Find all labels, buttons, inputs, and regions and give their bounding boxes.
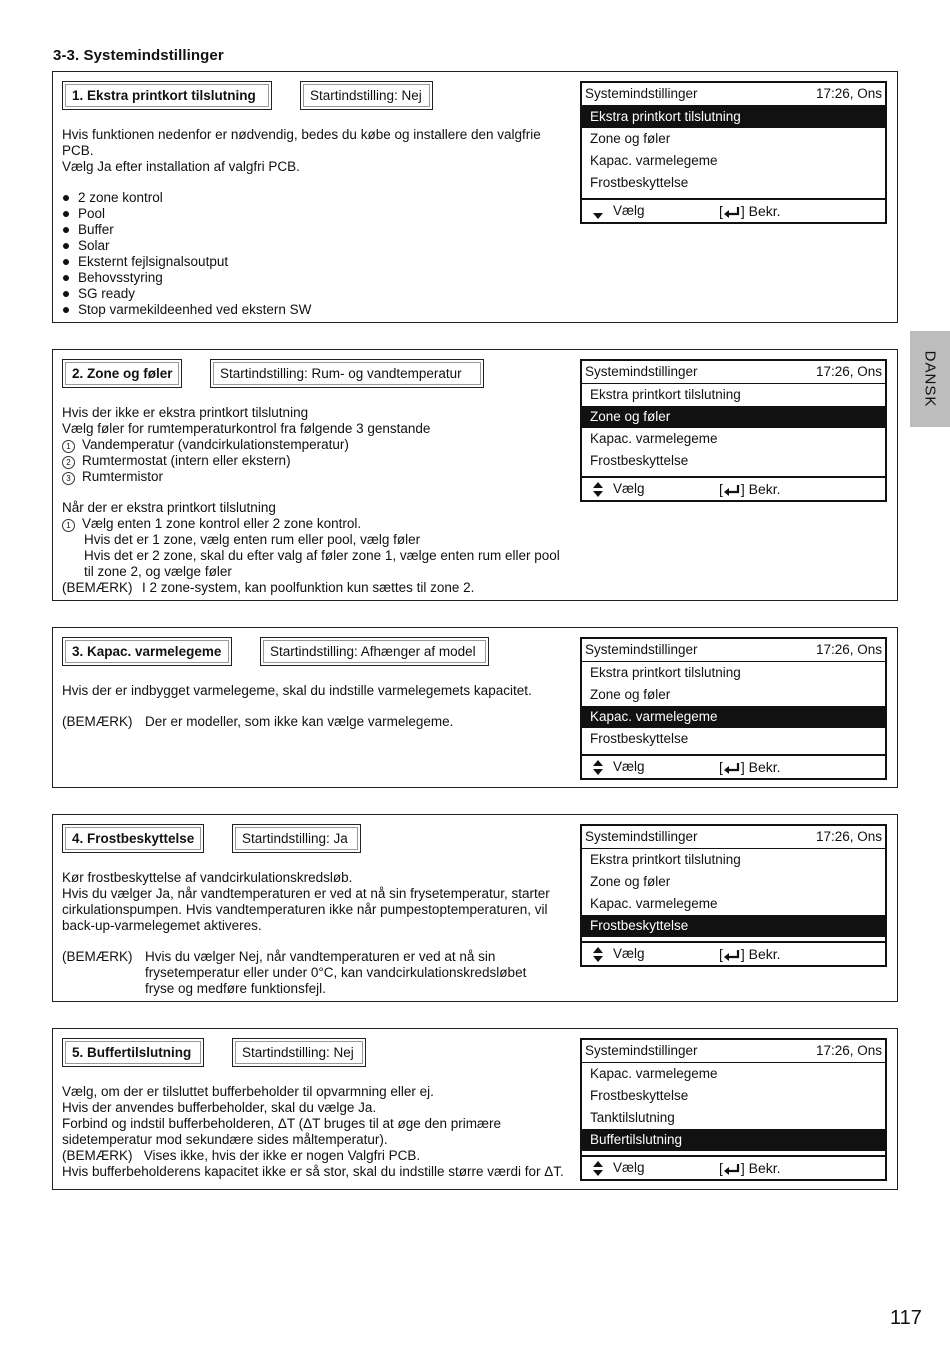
section-body xyxy=(62,1084,572,1180)
note-label: (BEMÆRK) xyxy=(62,580,133,595)
numbered-text: Vælg enten 1 zone kontrol eller 2 zone kontrol. xyxy=(82,516,362,531)
list-item: Solar xyxy=(62,238,572,254)
screen-title: Systemindstillinger xyxy=(585,364,698,379)
enter-key-icon xyxy=(723,762,741,774)
select-label: Vælg xyxy=(613,759,645,774)
up-down-arrow-icon xyxy=(592,1160,604,1177)
page-number: 117 xyxy=(890,1307,922,1329)
body-line: PCB. xyxy=(62,143,94,158)
menu-item-selected[interactable]: Frostbeskyttelse xyxy=(582,915,885,937)
note-label: (BEMÆRK) xyxy=(62,714,133,729)
menu-item-selected[interactable]: Kapac. varmelegeme xyxy=(582,706,885,728)
default-setting: Startindstilling: Rum- og vandtemperatur xyxy=(210,359,484,388)
select-label: Vælg xyxy=(613,946,645,961)
controller-screen xyxy=(580,637,887,780)
language-tab xyxy=(910,331,950,427)
screen-menu xyxy=(582,106,885,194)
default-setting: Startindstilling: Nej xyxy=(300,81,433,110)
section-body xyxy=(62,683,572,730)
screen-header xyxy=(582,361,885,384)
note xyxy=(62,949,572,997)
numbered-text: Vandemperatur (vandcirkulationstemperatur) xyxy=(82,437,349,452)
body-line: Hvis det er 1 zone, vælg enten rum eller pool, vælg føler xyxy=(84,532,421,547)
body-line: Når der er ekstra printkort tilslutning xyxy=(62,500,276,515)
controller-screen xyxy=(580,1038,887,1181)
note-text xyxy=(145,949,526,997)
circled-number: 3 xyxy=(62,472,75,485)
screen-time: 17:26, Ons xyxy=(815,829,882,844)
numbered-text: Rumtermostat (intern eller ekstern) xyxy=(82,453,291,468)
select-label: Vælg xyxy=(613,1160,645,1175)
default-setting: Startindstilling: Ja xyxy=(232,824,361,853)
body-line: Hvis der anvendes bufferbeholder, skal du vælge Ja. xyxy=(62,1100,377,1115)
confirm-label: Bekr. xyxy=(748,1160,781,1176)
menu-item[interactable]: Zone og føler xyxy=(590,131,671,146)
note xyxy=(62,714,572,730)
body-line: Hvis bufferbeholderens kapacitet ikke er så stor, skal du indstille større værdi for ΔT. xyxy=(62,1164,564,1179)
menu-item[interactable]: Kapac. varmelegeme xyxy=(590,153,718,168)
screen-time: 17:26, Ons xyxy=(815,86,882,101)
body-line: til zone 2, og vælge føler xyxy=(84,564,232,579)
menu-item[interactable]: Kapac. varmelegeme xyxy=(590,1066,718,1081)
body-line: cirkulationspumpen. Hvis vandtemperaturen ikke når pumpestoptemperaturen, vil xyxy=(62,902,548,917)
enter-key-icon xyxy=(723,206,741,218)
screen-menu xyxy=(582,1063,885,1151)
controller-screen xyxy=(580,824,887,967)
confirm-label: Bekr. xyxy=(748,481,781,497)
list-item: Buffer xyxy=(62,222,572,238)
section-buffertilslutning xyxy=(52,1028,898,1190)
note-line: frysetemperatur eller under 0°C, kan vandcirkulationskredsløbet xyxy=(145,965,527,980)
note-text: Der er modeller, som ikke kan vælge varmelegeme. xyxy=(145,714,454,729)
confirm-hint: [ ] Bekr. xyxy=(719,759,781,775)
note-line: Hvis du vælger Nej, når vandtemperaturen er ved at nå sin xyxy=(145,949,496,964)
feature-list xyxy=(62,190,572,318)
default-setting: Startindstilling: Nej xyxy=(232,1038,366,1067)
note-text: I 2 zone-system, kan poolfunktion kun sættes til zone 2. xyxy=(142,580,475,595)
screen-title: Systemindstillinger xyxy=(585,1043,698,1058)
body-line: back-up-varmelegemet aktiveres. xyxy=(62,918,262,933)
numbered-line xyxy=(62,453,572,469)
controller-screen xyxy=(580,81,887,224)
menu-item[interactable]: Zone og føler xyxy=(590,687,671,702)
circled-number: 1 xyxy=(62,440,75,453)
screen-title: Systemindstillinger xyxy=(585,86,698,101)
list-item: 2 zone kontrol xyxy=(62,190,572,206)
confirm-hint: [ ] Bekr. xyxy=(719,946,781,962)
menu-item[interactable]: Ekstra printkort tilslutning xyxy=(590,665,741,680)
section-title: 5. Buffertilslutning xyxy=(62,1038,204,1067)
list-item: Eksternt fejlsignalsoutput xyxy=(62,254,572,270)
up-down-arrow-icon xyxy=(592,759,604,776)
screen-footer xyxy=(582,198,885,222)
numbered-line xyxy=(62,469,572,485)
default-setting: Startindstilling: Afhænger af model xyxy=(260,637,489,666)
select-label: Vælg xyxy=(613,481,645,496)
section-zone-og-foler xyxy=(52,349,898,601)
confirm-hint: [ ] Bekr. xyxy=(719,481,781,497)
body-line: Forbind og indstil bufferbeholderen, ΔT (ΔT bruges til at øge den primære xyxy=(62,1116,502,1131)
circled-number: 2 xyxy=(62,456,75,469)
screen-header xyxy=(582,83,885,106)
body-line: Vælg Ja efter installation af valgfri PCB. xyxy=(62,159,300,174)
menu-item[interactable]: Tanktilslutning xyxy=(590,1110,675,1125)
controller-screen xyxy=(580,359,887,502)
menu-item[interactable]: Kapac. varmelegeme xyxy=(590,431,718,446)
section-title: 1. Ekstra printkort tilslutning xyxy=(62,81,272,110)
menu-item[interactable]: Frostbeskyttelse xyxy=(590,453,689,468)
list-item: Behovsstyring xyxy=(62,270,572,286)
up-down-arrow-icon xyxy=(592,946,604,963)
confirm-label: Bekr. xyxy=(748,759,781,775)
select-label: Vælg xyxy=(613,203,645,218)
screen-footer xyxy=(582,754,885,778)
section-title: 2. Zone og føler xyxy=(62,359,182,388)
circled-number: 1 xyxy=(62,519,75,532)
body-line: Vælg, om der er tilsluttet bufferbeholder til opvarmning eller ej. xyxy=(62,1084,434,1099)
note xyxy=(62,580,572,596)
screen-footer xyxy=(582,941,885,965)
section-title: 3. Kapac. varmelegeme xyxy=(62,637,232,666)
screen-title: Systemindstillinger xyxy=(585,829,698,844)
body-line: Hvis funktionen nedenfor er nødvendig, bedes du købe og installere den valgfrie xyxy=(62,127,541,142)
section-body xyxy=(62,127,572,318)
enter-key-icon xyxy=(723,1163,741,1175)
menu-item-selected[interactable]: Zone og føler xyxy=(582,406,885,428)
screen-footer xyxy=(582,476,885,500)
confirm-hint: [ ] Bekr. xyxy=(719,203,781,219)
menu-item[interactable]: Ekstra printkort tilslutning xyxy=(590,387,741,402)
section-kapac-varmelegeme xyxy=(52,627,898,788)
section-ekstra-printkort xyxy=(52,71,898,323)
screen-footer xyxy=(582,1155,885,1179)
down-arrow-icon xyxy=(592,203,604,220)
body-line: (BEMÆRK) Vises ikke, hvis der ikke er nogen Valgfri PCB. xyxy=(62,1148,421,1163)
up-down-arrow-icon xyxy=(592,481,604,498)
screen-header xyxy=(582,1040,885,1063)
note-label: (BEMÆRK) xyxy=(62,949,133,964)
menu-item[interactable]: Ekstra printkort tilslutning xyxy=(590,852,741,867)
screen-menu xyxy=(582,662,885,750)
section-title: 4. Frostbeskyttelse xyxy=(62,824,204,853)
section-frostbeskyttelse xyxy=(52,814,898,1002)
screen-time: 17:26, Ons xyxy=(815,364,882,379)
body-line: Hvis det er 2 zone, skal du efter valg af føler zone 1, vælge enten rum eller pool xyxy=(84,548,560,563)
numbered-line xyxy=(62,516,572,532)
menu-item[interactable]: Frostbeskyttelse xyxy=(590,175,689,190)
list-item: Stop varmekildeenhed ved ekstern SW xyxy=(62,302,572,318)
note-line: fryse og medføre funktionsfejl. xyxy=(145,981,326,996)
language-tab-label: DANSK xyxy=(921,350,939,408)
body-line: Hvis der er indbygget varmelegeme, skal du indstille varmelegemets kapacitet. xyxy=(62,683,532,698)
menu-item[interactable]: Zone og føler xyxy=(590,874,671,889)
body-line: Hvis der ikke er ekstra printkort tilslutning xyxy=(62,405,309,420)
page-heading: 3-3. Systemindstillinger xyxy=(53,47,224,64)
menu-item-selected[interactable]: Ekstra printkort tilslutning xyxy=(582,106,885,128)
screen-header xyxy=(582,826,885,849)
screen-header xyxy=(582,639,885,662)
screen-title: Systemindstillinger xyxy=(585,642,698,657)
section-body xyxy=(62,870,572,997)
numbered-text: Rumtermistor xyxy=(82,469,164,484)
list-item: SG ready xyxy=(62,286,572,302)
menu-item[interactable]: Kapac. varmelegeme xyxy=(590,896,718,911)
numbered-line xyxy=(62,437,572,453)
menu-item-selected[interactable]: Buffertilslutning xyxy=(582,1129,885,1151)
body-line: Kør frostbeskyttelse af vandcirkulationskredsløb. xyxy=(62,870,353,885)
screen-menu xyxy=(582,384,885,472)
screen-menu xyxy=(582,849,885,937)
body-line: Vælg føler for rumtemperaturkontrol fra følgende 3 genstande xyxy=(62,421,431,436)
section-body xyxy=(62,405,572,596)
body-line: sidetemperatur mod sekundære sides måltemperatur). xyxy=(62,1132,388,1147)
confirm-hint: [ ] Bekr. xyxy=(719,1160,781,1176)
screen-time: 17:26, Ons xyxy=(815,1043,882,1058)
body-line: Hvis du vælger Ja, når vandtemperaturen er ved at nå sin frysetemperatur, starter xyxy=(62,886,550,901)
confirm-label: Bekr. xyxy=(748,946,781,962)
enter-key-icon xyxy=(723,484,741,496)
confirm-label: Bekr. xyxy=(748,203,781,219)
menu-item[interactable]: Frostbeskyttelse xyxy=(590,1088,689,1103)
menu-item[interactable]: Frostbeskyttelse xyxy=(590,731,689,746)
screen-time: 17:26, Ons xyxy=(815,642,882,657)
list-item: Pool xyxy=(62,206,572,222)
enter-key-icon xyxy=(723,949,741,961)
